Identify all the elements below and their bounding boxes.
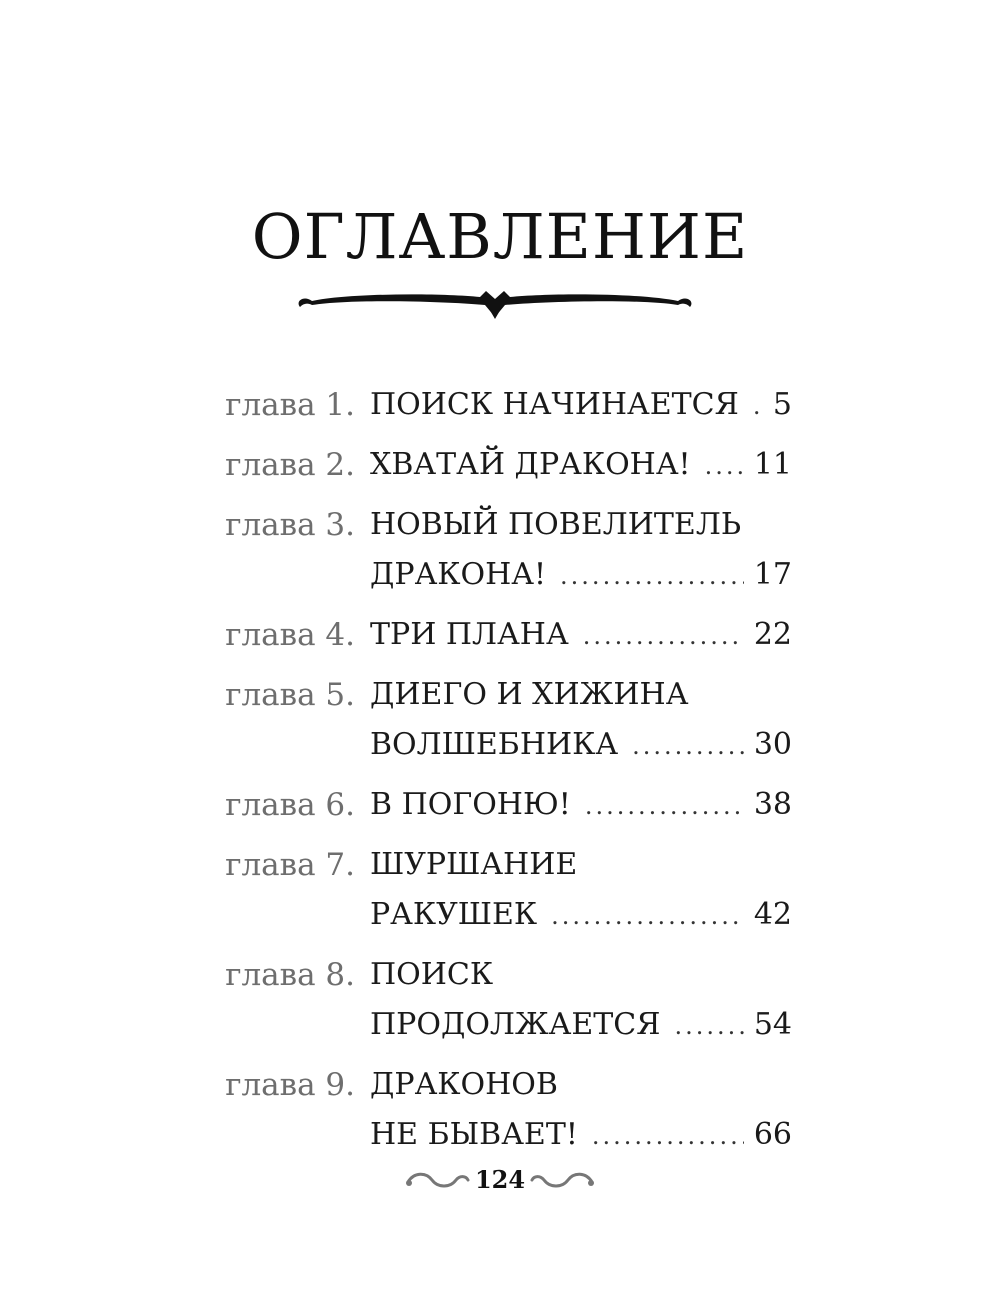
table-of-contents (0, 380, 1000, 1160)
page-number: 11 (753, 447, 792, 482)
dot-leader (592, 1111, 744, 1160)
toc-entry-4[interactable] (0, 610, 1000, 660)
chapter-title: ПОИСК НАЧИНАЕТСЯ (370, 387, 739, 422)
page-number: 22 (753, 617, 792, 652)
dot-leader (753, 381, 763, 430)
toc-entry-1[interactable] (0, 380, 1000, 430)
chapter-label: глава 8. (225, 957, 355, 993)
chapter-title: ВОЛШЕБНИКА (370, 727, 619, 762)
dot-leader (705, 441, 744, 490)
toc-entry-7[interactable] (0, 840, 1000, 940)
chapter-title: НЕ БЫВАЕТ! (370, 1117, 578, 1152)
chapter-label: глава 9. (225, 1067, 355, 1103)
chapter-title: ДРАКОНА! (370, 557, 547, 592)
chapter-title-line: НОВЫЙ ПОВЕЛИТЕЛЬ (370, 507, 742, 542)
page-number: 5 (772, 387, 792, 422)
footer-page-number: 124 (474, 1165, 526, 1194)
chapter-title-line: ШУРШАНИЕ (370, 847, 578, 882)
toc-entry-8[interactable] (0, 950, 1000, 1050)
page-number: 42 (753, 897, 792, 932)
page-title: ОГЛАВЛЕНИЕ (251, 200, 749, 273)
dot-leader (551, 891, 744, 940)
toc-entry-3[interactable] (0, 500, 1000, 600)
chapter-label: глава 5. (225, 677, 355, 713)
chapter-title: РАКУШЕК (370, 897, 538, 932)
chapter-title: ХВАТАЙ ДРАКОНА! (370, 447, 691, 482)
chapter-label: глава 4. (225, 617, 355, 653)
page-number: 30 (753, 727, 792, 762)
page-number: 66 (753, 1117, 792, 1152)
dot-leader (632, 721, 744, 770)
toc-entry-6[interactable] (0, 780, 1000, 830)
chapter-title: ПРОДОЛЖАЕТСЯ (370, 1007, 661, 1042)
dot-leader (583, 611, 744, 660)
toc-entry-9[interactable] (0, 1060, 1000, 1160)
chapter-title: ТРИ ПЛАНА (370, 617, 569, 652)
dot-leader (585, 781, 744, 830)
chapter-label: глава 1. (225, 387, 355, 423)
page-number: 17 (753, 557, 792, 592)
chapter-title: В ПОГОНЮ! (370, 787, 571, 822)
toc-entry-2[interactable] (0, 440, 1000, 490)
chapter-label: глава 2. (225, 447, 355, 483)
page-footer (400, 1160, 600, 1200)
chapter-label: глава 7. (225, 847, 355, 883)
chapter-label: глава 3. (225, 507, 355, 543)
toc-entry-5[interactable] (0, 670, 1000, 770)
dot-leader (560, 551, 744, 600)
chapter-title-line: ДИЕГО И ХИЖИНА (370, 677, 689, 712)
chapter-title-line: ПОИСК (370, 957, 494, 992)
chapter-title-line: ДРАКОНОВ (370, 1067, 558, 1102)
page-number: 38 (753, 787, 792, 822)
dot-leader (674, 1001, 743, 1050)
page-number: 54 (753, 1007, 792, 1042)
chapter-label: глава 6. (225, 787, 355, 823)
title-divider-ornament (290, 285, 700, 325)
